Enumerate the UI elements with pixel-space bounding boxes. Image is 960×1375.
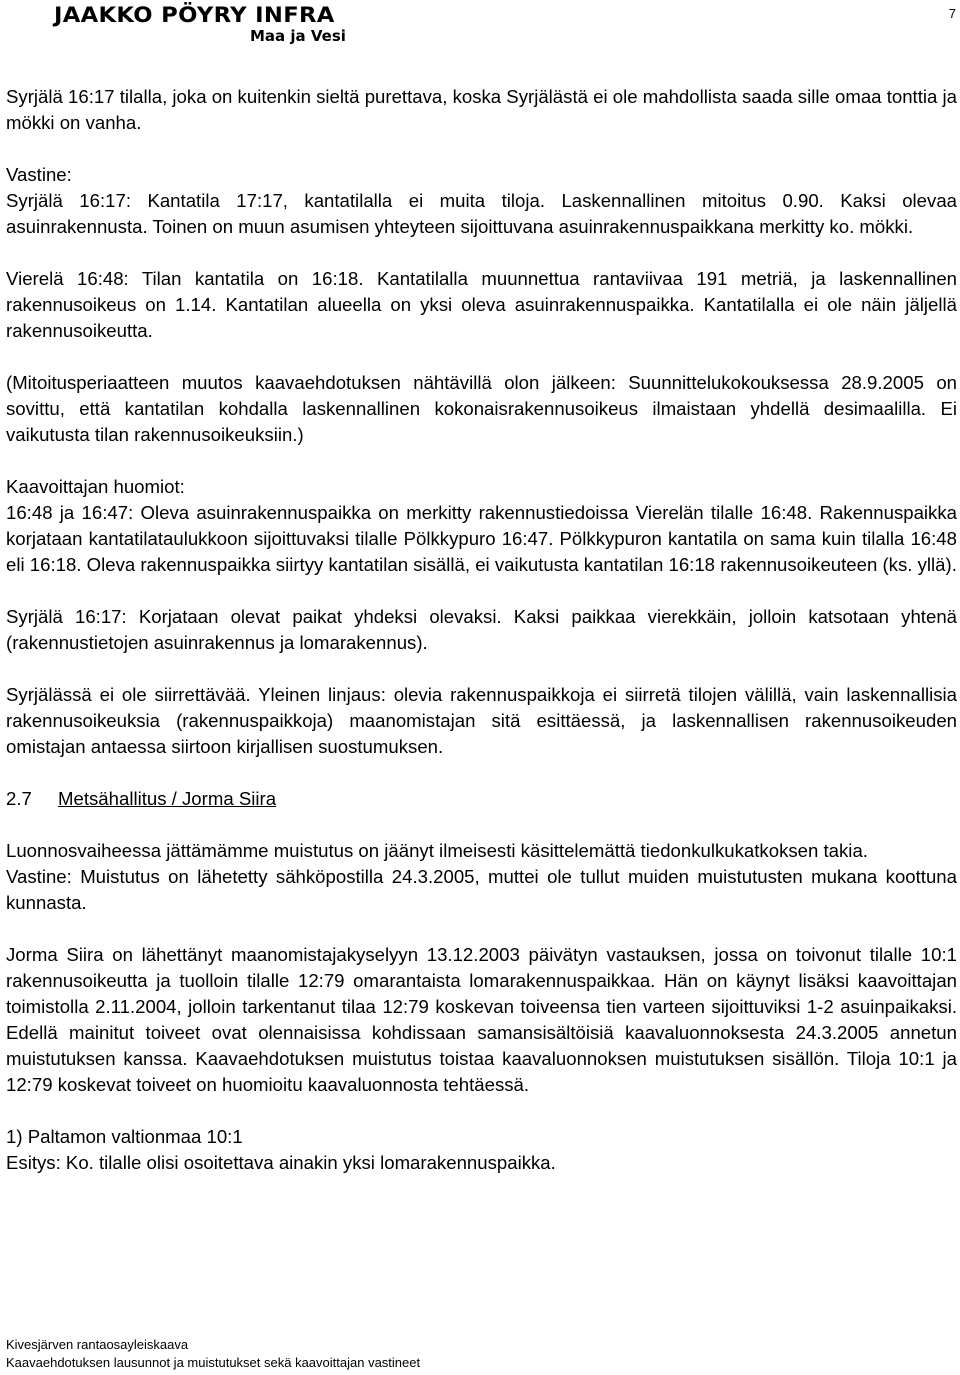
- page-footer: [6, 1336, 420, 1372]
- paragraph: Esitys: Ko. tilalle olisi osoitettava ainakin yksi lomarakennuspaikka.: [6, 1152, 556, 1173]
- paragraph: Vierelä 16:48: Tilan kantatila on 16:18. Kantatilalla muunnettua rantaviivaa 191 metriä, ja laskennallinen rakennusoikeus on 1.14. Kantatilan alueella on yksi oleva asuinrakennuspaikka. Kantatilalla ei ole näin jäljellä rakennusoikeutta.: [6, 268, 957, 341]
- section-number: 2.7: [6, 788, 32, 809]
- section-heading: [6, 786, 957, 812]
- paragraph: Jorma Siira on lähettänyt maanomistajakyselyyn 13.12.2003 päivätyn vastauksen, jossa on toivonut tilalle 10:1 rakennusoikeutta ja tuolloin tilalle 12:79 omarantaista lomarakennuspaikkaa. Hän on käynyt lisäksi kaavoittajan toimistolla 2.11.2004, jolloin tarkentanut tilaa 12:79 koskevan toiveensa tien varteen sijoittuviksi 1-2 asuinpaikaksi. Edellä mainitut toiveet ovat olennaisissa kohdissaan samansisältöisiä kaavaluonnoksesta 24.3.2005 annetun muistutuksen kanssa. Kaavaehdotuksen muistutus toistaa kaavaluonnoksen muistutuksen sisällön. Tiloja 10:1 ja 12:79 koskevat toiveet on huomioitu kaavaluonnosta tehtäessä.: [6, 944, 957, 1095]
- logo-sub-text: Maa ja Vesi: [250, 27, 346, 45]
- document-body: [6, 84, 957, 1202]
- page-number: 7: [948, 6, 956, 21]
- planner-notes-label: Kaavoittajan huomiot:: [6, 476, 185, 497]
- paragraph: Syrjälä 16:17 tilalla, joka on kuitenkin sieltä purettava, koska Syrjälästä ei ole mahdollista saada sille omaa tonttia ja mökki on vanha.: [6, 86, 957, 133]
- list-item: 1) Paltamon valtionmaa 10:1: [6, 1126, 243, 1147]
- response-label: Vastine:: [6, 164, 72, 185]
- logo-main-text: JAAKKO PÖYRY INFRA: [54, 3, 335, 27]
- footer-title: Kivesjärven rantaosayleiskaava: [6, 1337, 189, 1352]
- paragraph: Syrjälässä ei ole siirrettävää. Yleinen linjaus: olevia rakennuspaikkoja ei siirretä tilojen välillä, vain laskennallisia rakennusoikeuksia (rakennuspaikkoja) maanomistajan sitä esittäessä, ja laskennallisen rakennusoikeuden omistajan antaessa siirtoon kirjallisen suostumuksen.: [6, 684, 957, 757]
- paragraph: Luonnosvaiheessa jättämämme muistutus on jäänyt ilmeisesti käsittelemättä tiedonkulkukatkoksen takia.: [6, 840, 868, 861]
- footer-subtitle: Kaavaehdotuksen lausunnot ja muistutukset sekä kaavoittajan vastineet: [6, 1355, 421, 1370]
- company-logo: [54, 4, 350, 45]
- section-title: Metsähallitus / Jorma Siira: [58, 788, 277, 809]
- paragraph: (Mitoitusperiaatteen muutos kaavaehdotuksen nähtävillä olon jälkeen: Suunnittelukokouksessa 28.9.2005 on sovittu, että kantatilan kohdalla laskennallinen kokonaisrakennusoikeus ilmaistaan yhdellä desimaalilla. Ei vaikutusta tilan rakennusoikeuksiin.): [6, 372, 957, 445]
- paragraph: Vastine: Muistutus on lähetetty sähköpostilla 24.3.2005, muttei ole tullut muiden muistutusten mukana koottuna kunnasta.: [6, 866, 957, 913]
- paragraph: Syrjälä 16:17: Kantatila 17:17, kantatilalla ei muita tiloja. Laskennallinen mitoitus 0.90. Kaksi olevaa asuinrakennusta. Toinen on muun asumisen yhteyteen sijoittuvana asuinrakennuspaikkana merkitty ko. mökki.: [6, 190, 957, 237]
- paragraph: Syrjälä 16:17: Korjataan olevat paikat yhdeksi olevaksi. Kaksi paikkaa vierekkäin, jolloin katsotaan yhtenä (rakennustietojen asuinrakennus ja lomarakennus).: [6, 606, 957, 653]
- paragraph: 16:48 ja 16:47: Oleva asuinrakennuspaikka on merkitty rakennustiedoissa Vierelän tilalle 16:48. Rakennuspaikka korjataan kantatilataulukkoon sijoittuvaksi tilalle Pölkkypuro 16:47. Pölkkypuron kantatila on sama kuin tilalla 16:48 eli 16:18. Oleva rakennuspaikka siirtyy kantatilan sisällä, ei vaikutusta kantatilan 16:18 rakennusoikeuteen (ks. yllä).: [6, 502, 957, 575]
